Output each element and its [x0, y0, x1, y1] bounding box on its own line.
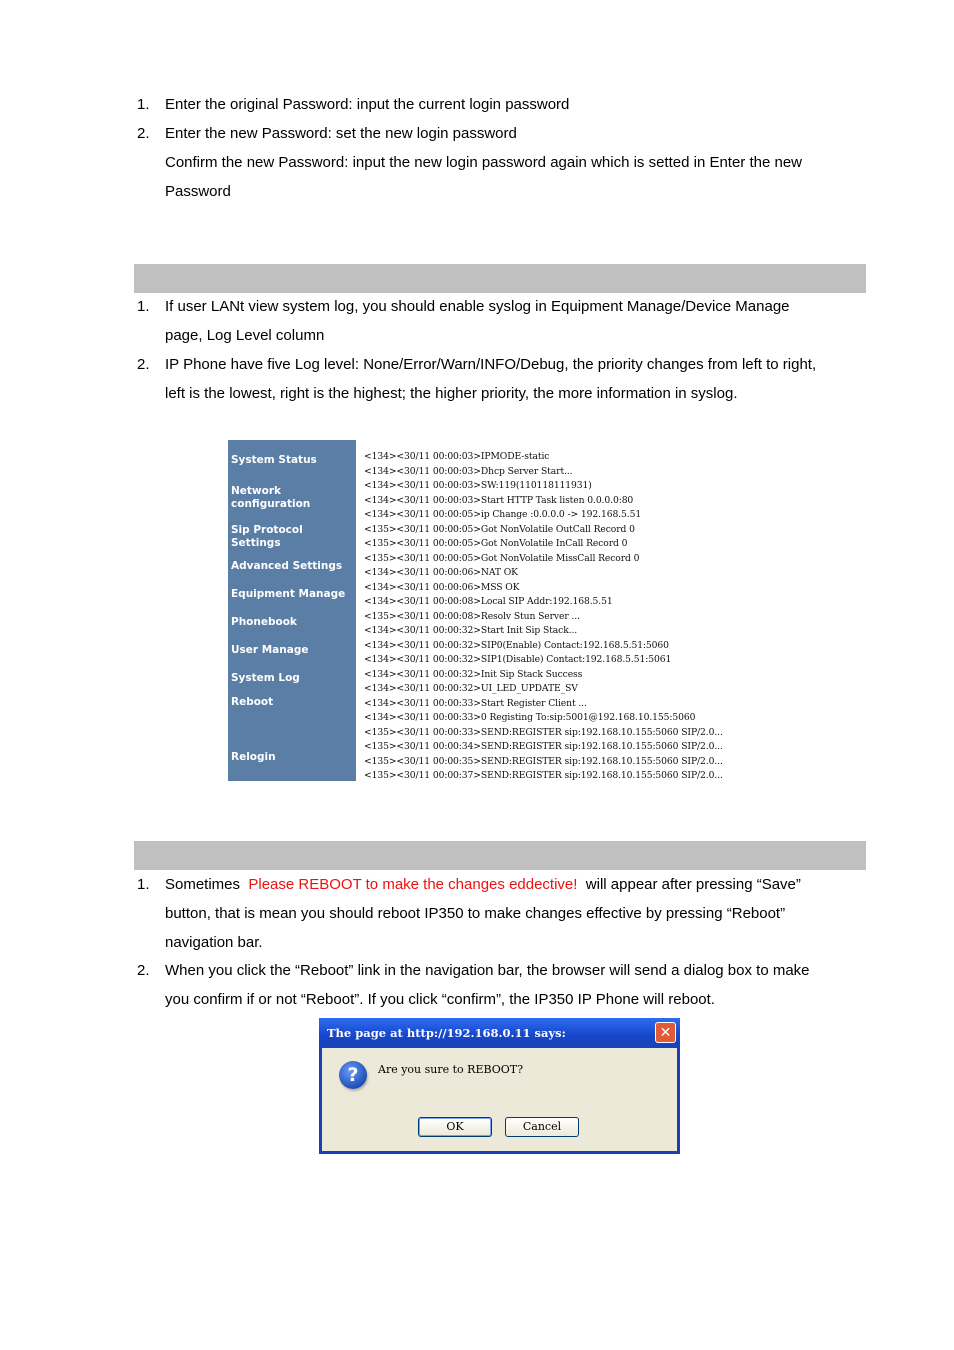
nav-item-system-log[interactable]: System Log — [231, 672, 300, 684]
log-line: <135><30/11 00:00:37>SEND:REGISTER sip:192.168.10.155:5060 SIP/2.0... — [364, 770, 723, 781]
dialog-message: Are you sure to REBOOT? — [378, 1063, 524, 1076]
log-line: <134><30/11 00:00:06>MSS OK — [364, 581, 520, 593]
step-text: When you click the “Reboot” link in the navigation bar, the browser will send a dialog box to make — [165, 962, 810, 979]
step-text: you confirm if or not “Reboot”. If you click “confirm”, the IP350 IP Phone will reboot. — [165, 991, 715, 1008]
log-line: <134><30/11 00:00:03>IPMODE-static — [364, 451, 550, 462]
step-number: 1. — [137, 298, 150, 315]
log-line: <135><30/11 00:00:33>SEND:REGISTER sip:192.168.10.155:5060 SIP/2.0... — [364, 726, 723, 738]
log-line: <135><30/11 00:00:05>Got NonVolatile OutCall Record 0 — [364, 523, 635, 535]
log-line: <134><30/11 00:00:33>0 Registing To:sip:5001@192.168.10.155:5060 — [364, 712, 696, 723]
step-text: IP Phone have five Log level: None/Error/Warn/INFO/Debug, the priority changes from left to right, — [165, 356, 817, 373]
section-header-bar — [134, 841, 866, 870]
log-line: <134><30/11 00:00:33>Start Register Client ... — [364, 697, 587, 709]
step-text: Enter the original Password: input the current login password — [165, 96, 570, 113]
step-text: If user LANt view system log, you should enable syslog in Equipment Manage/Device Manage — [165, 298, 790, 315]
log-line: <134><30/11 00:00:32>SIP0(Enable) Contact:192.168.5.51:5060 — [364, 639, 669, 651]
log-line: <134><30/11 00:00:32>SIP1(Disable) Contact:192.168.5.51:5061 — [364, 654, 672, 665]
nav-item-user-manage[interactable]: User Manage — [231, 644, 309, 656]
reboot-confirm-dialog — [319, 1018, 680, 1154]
cancel-button[interactable]: Cancel — [505, 1117, 579, 1137]
step-number: 2. — [137, 962, 150, 979]
log-line: <135><30/11 00:00:34>SEND:REGISTER sip:192.168.10.155:5060 SIP/2.0... — [364, 741, 723, 752]
step-text: left is the lowest, right is the highest; the higher priority, the more information in syslog. — [165, 385, 738, 402]
log-line: <135><30/11 00:00:08>Resolv Stun Server ... — [364, 610, 580, 622]
close-icon[interactable]: ✕ — [655, 1022, 676, 1043]
log-line: <134><30/11 00:00:32>Start Init Sip Stack... — [364, 625, 578, 636]
log-line: <134><30/11 00:00:03>Dhcp Server Start... — [364, 465, 573, 477]
nav-item-relogin[interactable]: Relogin — [231, 751, 276, 763]
dialog-body — [322, 1048, 677, 1151]
step-text: navigation bar. — [165, 934, 263, 951]
step-text: Sometimes — [165, 876, 241, 893]
step-text: page, Log Level column — [165, 327, 325, 344]
nav-item-sip-protocol-settings[interactable]: Sip Protocol Settings — [231, 524, 303, 549]
nav-item-advanced-settings[interactable]: Advanced Settings — [231, 560, 343, 572]
step-text: Password — [165, 183, 231, 200]
log-line: <134><30/11 00:00:03>Start HTTP Task listen 0.0.0.0:80 — [364, 494, 634, 506]
ok-button[interactable]: OK — [418, 1117, 492, 1137]
log-line: <135><30/11 00:00:35>SEND:REGISTER sip:192.168.10.155:5060 SIP/2.0... — [364, 755, 723, 767]
question-icon: ? — [339, 1061, 367, 1089]
step-text: will appear after pressing “Save” — [585, 876, 801, 893]
log-line: <134><30/11 00:00:05>ip Change :0.0.0.0 -> 192.168.5.51 — [364, 509, 642, 520]
section-header-bar — [134, 264, 866, 293]
step-text: Enter the new Password: set the new login password — [165, 125, 517, 142]
step-number: 2. — [137, 125, 150, 142]
nav-item-system-status[interactable]: System Status — [231, 454, 317, 466]
navigation-sidebar — [228, 440, 356, 781]
log-line: <134><30/11 00:00:03>SW:119(110118111931) — [364, 480, 592, 491]
nav-item-phonebook[interactable]: Phonebook — [231, 616, 297, 628]
log-line: <134><30/11 00:00:32>Init Sip Stack Success — [364, 668, 583, 680]
step-text-line — [165, 870, 867, 899]
step-text: button, that is mean you should reboot IP350 to make changes effective by pressing “Reboot” — [165, 905, 786, 922]
log-line: <134><30/11 00:00:06>NAT OK — [364, 567, 518, 578]
nav-item-network-configuration[interactable]: Network configuration — [231, 485, 311, 510]
log-line: <135><30/11 00:00:05>Got NonVolatile MissCall Record 0 — [364, 552, 640, 564]
log-output — [364, 450, 758, 784]
dialog-titlebar — [319, 1018, 680, 1048]
nav-item-equipment-manage[interactable]: Equipment Manage — [231, 588, 346, 600]
step-text: Confirm the new Password: input the new login password again which is setted in Enter the new — [165, 154, 803, 171]
system-log-screenshot — [228, 440, 758, 781]
step-number: 2. — [137, 356, 150, 373]
step-number: 1. — [137, 876, 150, 893]
step-number: 1. — [137, 96, 150, 113]
nav-item-reboot[interactable]: Reboot — [231, 696, 274, 708]
log-line: <134><30/11 00:00:08>Local SIP Addr:192.168.5.51 — [364, 596, 613, 607]
dialog-title: The page at http://192.168.0.11 says: — [327, 1026, 566, 1040]
log-line: <135><30/11 00:00:05>Got NonVolatile InCall Record 0 — [364, 538, 628, 549]
reboot-notice-text: Please REBOOT to make the changes eddective! — [248, 876, 578, 893]
log-line: <134><30/11 00:00:32>UI_LED_UPDATE_SV — [364, 683, 578, 694]
